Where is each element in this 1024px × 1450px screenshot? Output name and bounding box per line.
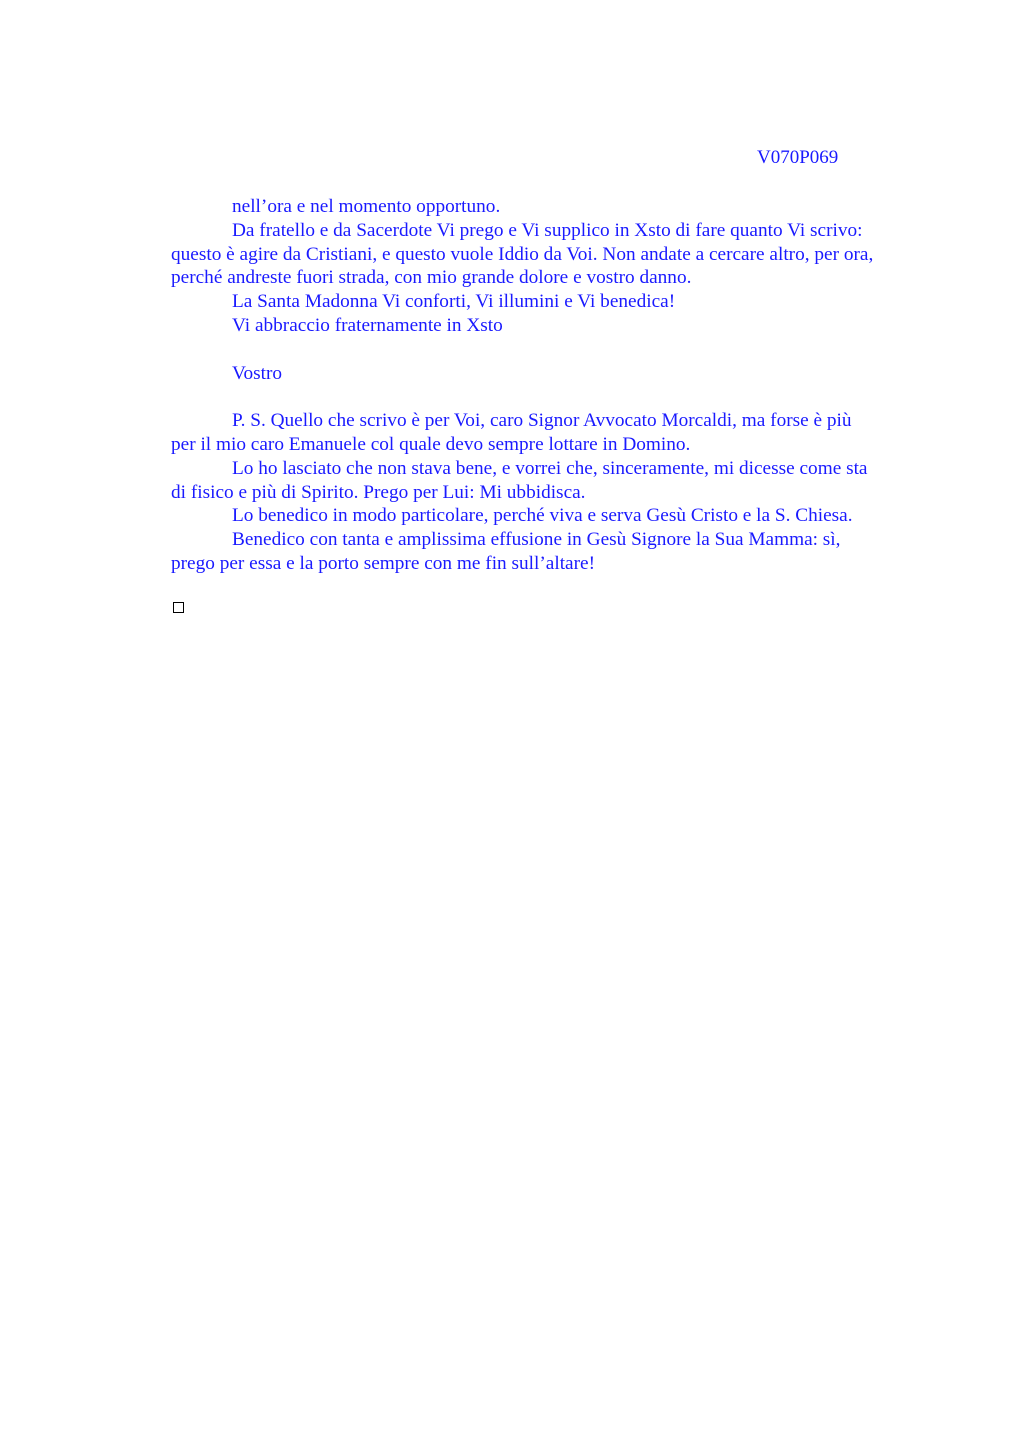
text-line: P. S. Quello che scrivo è per Voi, caro Signor Avvocato Morcaldi, ma forse è più [232,410,852,432]
text-line: Lo ho lasciato che non stava bene, e vorrei che, sinceramente, mi dicesse come sta [232,457,868,479]
page-reference: V070P069 [757,147,839,168]
text-line: La Santa Madonna Vi conforti, Vi illumini e Vi benedica! [232,291,676,313]
text-line: Vostro [232,362,283,384]
paragraph [171,290,931,314]
paragraph [171,457,931,505]
paragraph [171,504,931,528]
text-line: Benedico con tanta e amplissima effusione in Gesù Signore la Sua Mamma: sì, [232,529,841,551]
text-line: questo è agire da Cristiani, e questo vuole Iddio da Voi. Non andate a cercare altro, per ora, [171,243,874,265]
paragraph [171,314,931,338]
text-line: nell’ora e nel momento opportuno. [232,196,501,217]
paragraph [171,195,931,219]
text-line: Vi abbraccio fraternamente in Xsto [232,314,503,336]
postscript-paragraph [171,409,931,457]
paragraph-spacer [171,338,931,362]
letter-body [171,195,931,576]
text-line: prego per essa e la porto sempre con me fin sull’altare! [171,552,596,574]
closing-salutation [171,362,931,386]
paragraph [171,219,931,290]
paragraph [171,528,931,576]
text-line: Da fratello e da Sacerdote Vi prego e Vi supplico in Xsto di fare quanto Vi scrivo: [232,219,863,241]
text-line: Lo benedico in modo particolare, perché viva e serva Gesù Cristo e la S. Chiesa. [232,505,853,527]
square-outline-icon [173,602,184,613]
text-line: perché andreste fuori strada, con mio grande dolore e vostro danno. [171,267,692,289]
paragraph-spacer [171,385,931,409]
text-line: per il mio caro Emanuele col quale devo sempre lottare in Domino. [171,433,691,455]
text-line: di fisico e più di Spirito. Prego per Lui: Mi ubbidisca. [171,481,586,503]
